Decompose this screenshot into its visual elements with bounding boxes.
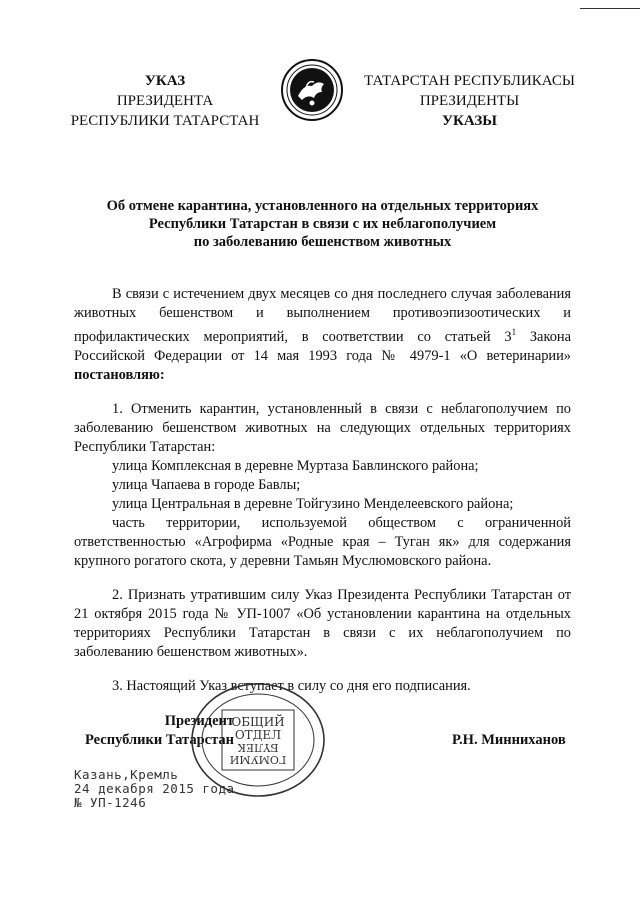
header-right-line2: ПРЕЗИДЕНТЫ xyxy=(419,93,520,109)
item-1-street: улица Чапаева в городе Бавлы; xyxy=(112,476,301,493)
preamble-text-cont: Закона Российской Федерации от 14 мая 1993 года № 4979-1 «О ветеринарии» xyxy=(74,328,571,364)
header-left xyxy=(60,71,270,131)
stamp-line1: ОБЩИЙ xyxy=(231,715,285,729)
header-right-line3: УКАЗЫ xyxy=(442,113,497,129)
signature-name: Р.Н. Минниханов xyxy=(452,732,566,748)
signature-position-line1: Президент xyxy=(164,713,234,729)
item-1-street: улица Комплексная в деревне Муртаза Бавлинского района; xyxy=(112,457,479,474)
item-2: 2. Признать утратившим силу Указ Президента Республики Татарстан от 21 октября 2015 года № УП-1007 «Об установлении карантина на отдельных территориях Республики Татарстан в связи с их неблагополучием по заболеванию бешенством животных». xyxy=(74,586,571,660)
resolve-word: постановляю: xyxy=(74,366,165,383)
header-left-line2: ПРЕЗИДЕНТА xyxy=(116,93,214,109)
preamble xyxy=(74,285,571,385)
document-title xyxy=(70,197,575,251)
registry-block xyxy=(74,768,235,810)
title-line3: по заболеванию бешенством животных xyxy=(193,234,452,250)
header-right-line1: ТАТАРСТАН РЕСПУБЛИКАСЫ xyxy=(364,73,575,89)
registry-place: Казань,Кремль xyxy=(74,767,179,782)
signature-position-line2: Республики Татарстан xyxy=(85,732,234,748)
preamble-text: В связи с истечением двух месяцев со дня последнего случая заболевания животных бешенством и выполнением противоэпизоотических и профилактических мероприятий, в соответствии со статьей 3 xyxy=(74,286,571,345)
stamp-line4: БҮЛЕК xyxy=(237,741,279,754)
registry-number: № УП-1246 xyxy=(74,795,147,810)
item-3: 3. Настоящий Указ вступает в силу со дня его подписания. xyxy=(112,677,471,694)
item-1-street: улица Центральная в деревне Тойгузино Менделеевского района; xyxy=(112,495,514,512)
title-line1: Об отмене карантина, установленного на отдельных территориях xyxy=(106,198,539,214)
header-left-line1: УКАЗ xyxy=(144,73,186,89)
title-line2: Республики Татарстан в связи с их неблагополучием xyxy=(148,216,497,232)
header-right xyxy=(352,71,587,131)
stamp-line3: ГОМУМИ xyxy=(229,753,287,766)
document-body xyxy=(74,285,571,696)
header-left-line3: РЕСПУБЛИКИ ТАТАРСТАН xyxy=(70,113,260,129)
registry-date: 24 декабря 2015 года xyxy=(74,781,235,796)
top-rule xyxy=(580,8,640,9)
item-1-part: часть территории, используемой обществом с ограниченной ответственностью «Агрофирма «Родные края – Туган як» для содержания крупного рогатого скота, у деревни Тамьян Муслюмовского района. xyxy=(74,514,571,569)
stamp-line2: ОТДЕЛ xyxy=(234,728,282,742)
coat-of-arms-icon xyxy=(280,58,344,122)
preamble-superscript: 1 xyxy=(511,327,517,337)
item-1: 1. Отменить карантин, установленный в связи с неблагополучием по заболеванию бешенством животных на следующих отдельных территориях Республики Татарстан: xyxy=(74,400,571,455)
